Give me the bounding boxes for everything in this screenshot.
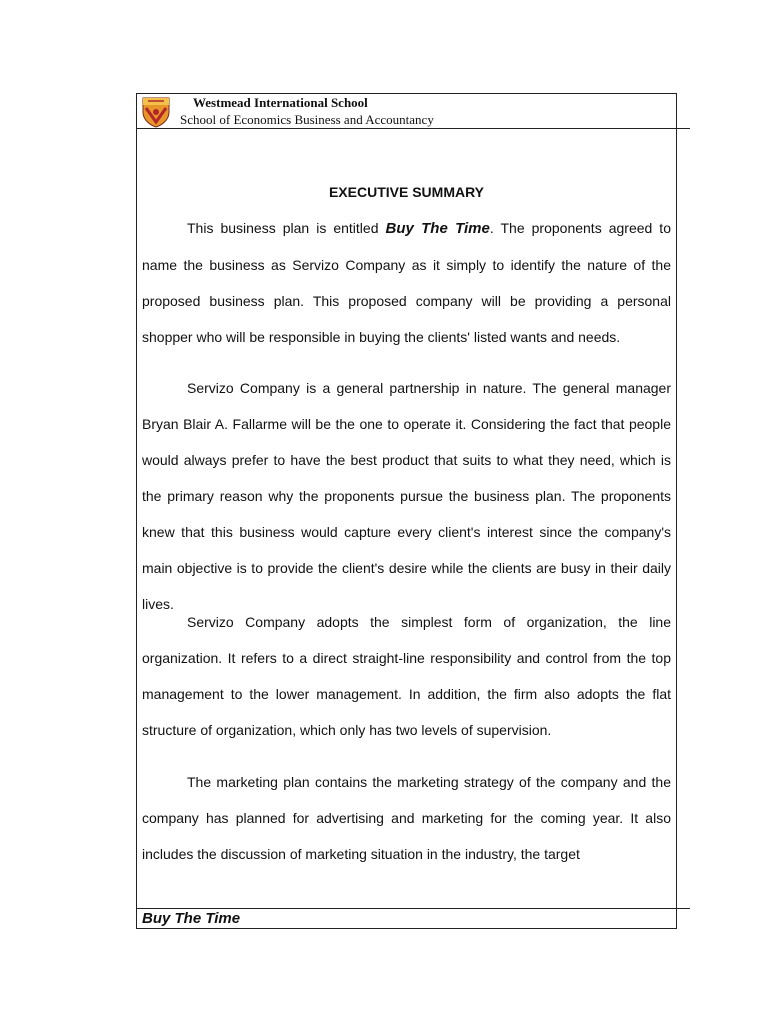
paragraph-intro-before: This business plan is entitled <box>187 220 386 236</box>
paragraph-intro <box>142 210 671 355</box>
header-divider <box>136 128 690 129</box>
business-plan-name: Buy The Time <box>385 220 490 237</box>
school-name: Westmead International School <box>193 95 368 110</box>
document-title: EXECUTIVE SUMMARY <box>328 184 485 200</box>
paragraph-partnership: Servizo Company is a general partnership in nature. The general manager Bryan Blair A. Fallarme will be the one to operate it. Considering the fact that people would always prefer to have the best product that suits to what they need, which is the primary reason why the proponents pursue the business plan. The proponents knew that this business would capture every client's interest since the company's main objective is to provide the client's desire while the clients are busy in their daily lives. <box>142 380 671 612</box>
paragraph-marketing: The marketing plan contains the marketing strategy of the company and the company has planned for advertising and marketing for the coming year. It also includes the discussion of marketing situation in the industry, the target <box>142 774 671 862</box>
paragraph-organization: Servizo Company adopts the simplest form of organization, the line organization. It refers to a direct straight-line responsibility and control from the top management to the lower management. In addition, the firm also adopts the flat structure of organization, which only has two levels of supervision. <box>142 614 671 738</box>
paragraph-intro-after: . The proponents agreed to name the business as Servizo Company as it simply to identify the nature of the proposed business plan. This proposed company will be providing a personal shopper who will be responsible in buying the clients' listed wants and needs. <box>142 220 671 345</box>
footer-divider <box>136 908 690 909</box>
school-crest-logo <box>142 96 170 128</box>
school-department: School of Economics Business and Accountancy <box>180 112 434 127</box>
footer-title: Buy The Time <box>142 910 241 927</box>
